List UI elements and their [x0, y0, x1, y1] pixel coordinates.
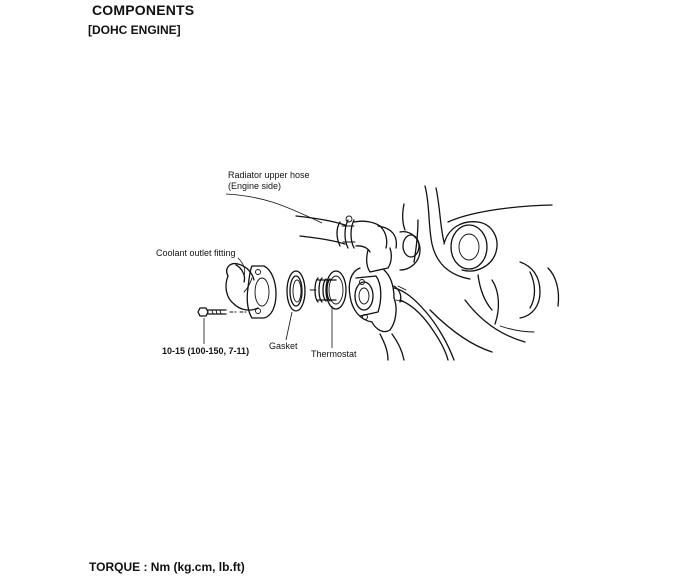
thermostat-housing-illustration: [349, 232, 454, 360]
coolant-outlet-fitting-illustration: [226, 264, 276, 318]
gasket-label: Gasket: [269, 341, 298, 351]
engine-type-subtitle: [DOHC ENGINE]: [88, 23, 181, 37]
coolant-outlet-fitting-label: Coolant outlet fitting: [156, 248, 236, 258]
page-title: COMPONENTS: [92, 2, 195, 18]
engine-block-illustration: [403, 186, 559, 352]
thermostat-illustration: [310, 271, 346, 309]
thermostat-label: Thermostat: [311, 349, 357, 359]
radiator-upper-hose-label-side: (Engine side): [228, 181, 282, 191]
bolt-illustration: [198, 308, 246, 316]
gasket-illustration: [287, 271, 305, 311]
callout-leader-lines: [204, 194, 332, 348]
radiator-upper-hose-illustration: [296, 216, 396, 252]
torque-units-note: TORQUE : Nm (kg.cm, lb.ft): [89, 560, 245, 574]
radiator-upper-hose-label: Radiator upper hose: [228, 170, 310, 180]
bolt-torque-label: 10-15 (100-150, 7-11): [162, 346, 250, 356]
